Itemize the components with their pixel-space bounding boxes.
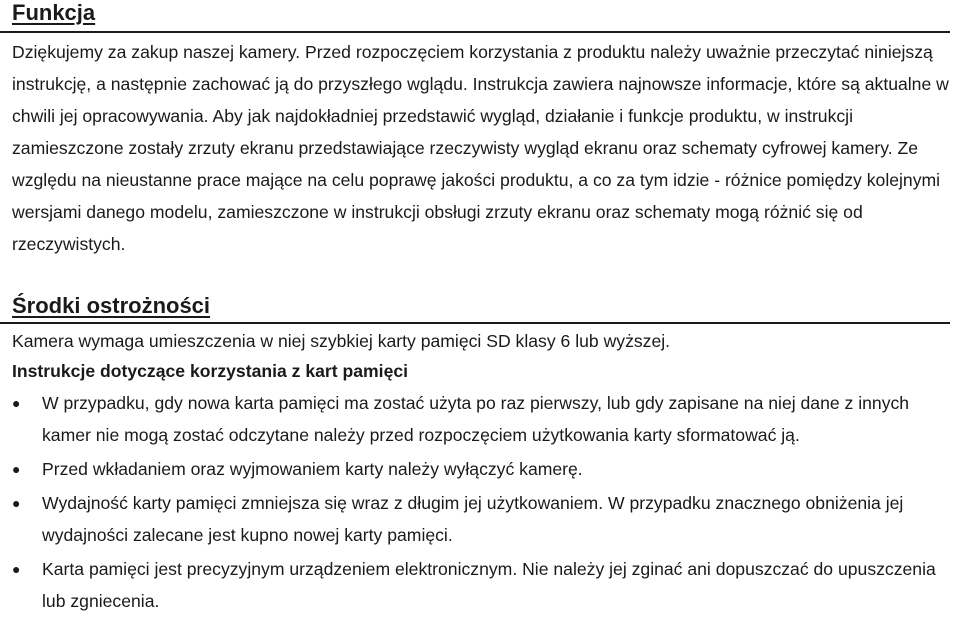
memory-card-subheading: Instrukcje dotyczące korzystania z kart pamięci	[12, 361, 409, 381]
list-item-text: Przed wkładaniem oraz wyjmowaniem karty należy wyłączyć kamerę.	[42, 459, 583, 479]
list-item	[12, 487, 956, 551]
section-title-funkcja: Funkcja	[12, 0, 96, 25]
memory-card-instructions-list	[12, 387, 956, 619]
list-item-text: W przypadku, gdy nowa karta pamięci ma zostać użyta po raz pierwszy, lub gdy zapisane na niej dane z innych kamer nie mogą zostać odczytane należy przed rozpoczęciem użytkowania karty sformatować ją.	[42, 393, 910, 445]
list-item-text: Wydajność karty pamięci zmniejsza się wraz z długim jej użytkowaniem. W przypadku znacznego obniżenia jej wydajności zalecane jest kupno nowej karty pamięci.	[42, 493, 904, 545]
section-divider-1	[0, 31, 950, 33]
list-item	[12, 553, 956, 617]
bullet-icon: ●	[12, 495, 21, 511]
sd-card-requirement: Kamera wymaga umieszczenia w niej szybkiej karty pamięci SD klasy 6 lub wyższej.	[12, 331, 671, 351]
intro-paragraph: Dziękujemy za zakup naszej kamery. Przed rozpoczęciem korzystania z produktu należy uważnie przeczytać niniejszą instrukcję, a następnie zachować ją do przyszłego wglądu. Instrukcja zawiera najnowsze informacje, które są aktualne w chwili jej opracowywania. Aby jak najdokładniej przedstawić wygląd, działanie i funkcje produktu, w instrukcji zamieszczone zostały zrzuty ekranu przedstawiające rzeczywisty wygląd ekranu oraz schematy cyfrowej kamery. Ze względu na nieustanne prace mające na celu poprawę jakości produktu, a co za tym idzie - różnice pomiędzy kolejnymi wersjami danego modelu, zamieszczone w instrukcji obsługi zrzuty ekranu oraz schematy mogą różnić się od rzeczywistych.	[12, 42, 949, 254]
list-item	[12, 453, 956, 485]
list-item-text: Karta pamięci jest precyzyjnym urządzeniem elektronicznym. Nie należy jej zginać ani dopuszczać do upuszczenia lub zgniecenia.	[42, 559, 936, 611]
bullet-icon: ●	[12, 561, 21, 577]
bullet-icon: ●	[12, 395, 21, 411]
section-title-srodki-ostroznosci: Środki ostrożności	[12, 293, 211, 318]
bullet-icon: ●	[12, 461, 21, 477]
list-item	[12, 387, 956, 451]
section-divider-2	[0, 322, 950, 324]
